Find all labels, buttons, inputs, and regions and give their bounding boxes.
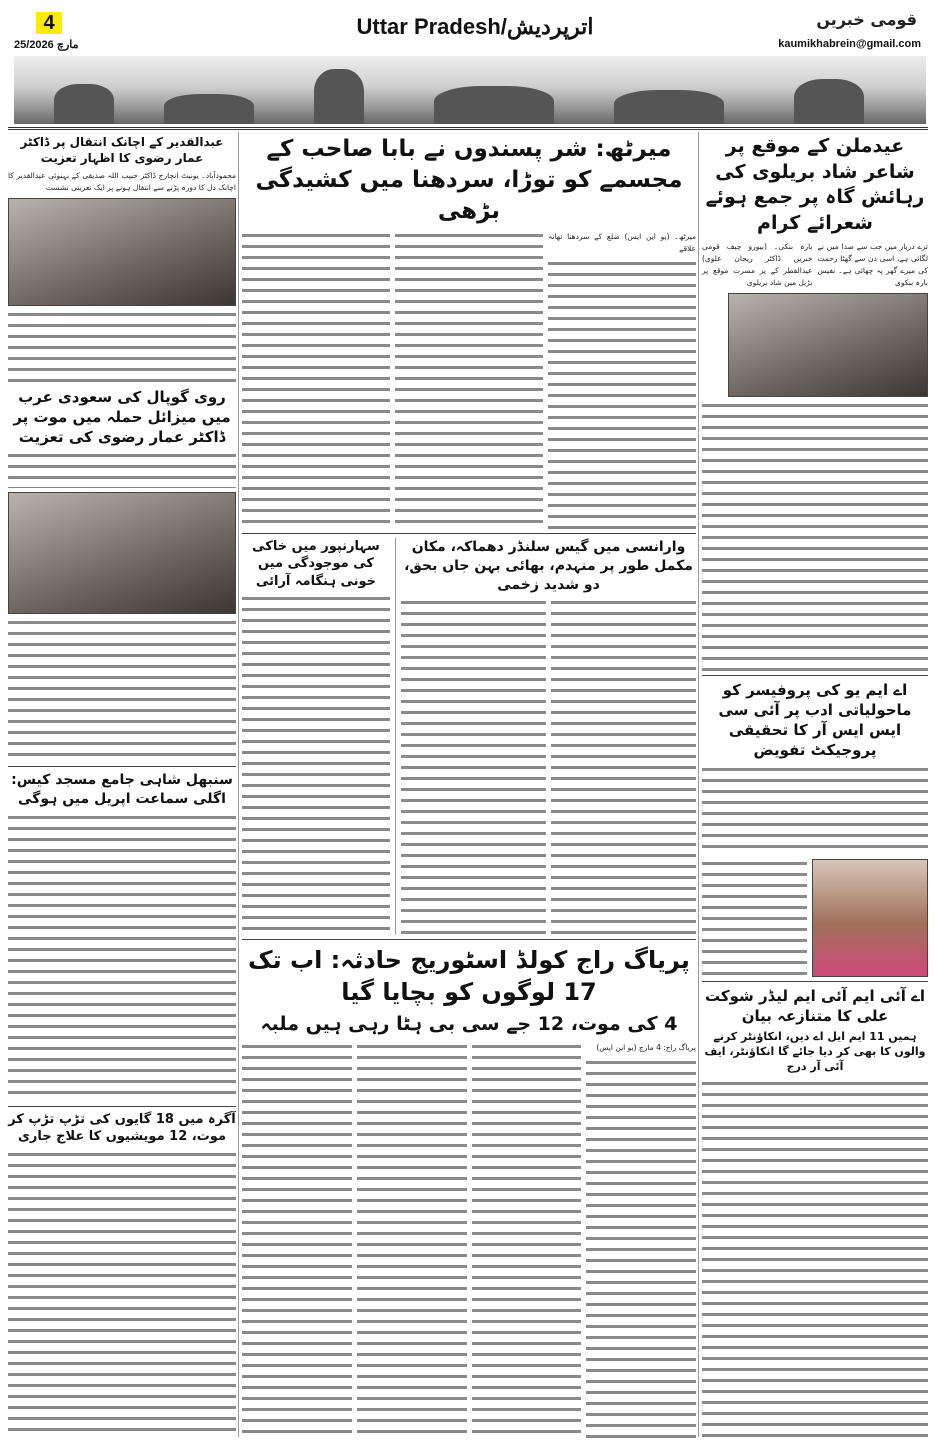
eid-milan-lead: بارہ بنکی۔ (بیورو چیف قومی خبریں ڈاکٹر ریحان علوی) عیدالفطر کے پر مسرت موقع پر بڑیل میں شاد بریلوی: [702, 241, 813, 287]
monuments-banner-image: [14, 56, 926, 124]
aimim-subheadline: ہمیں 11 ایم ایل اے دیں، انکاؤنٹر کرنے والوں کا بھی کر دیا جائے گا انکاؤنٹر، ایف آئی آر درج: [704, 1030, 926, 1073]
sambhal-headline: سنبھل شاہی جامع مسجد کیس: اگلی سماعت اپریل میں ہوگی: [11, 772, 233, 807]
prayagraj-body: [357, 1042, 467, 1439]
meerut-lead: میرٹھ۔ (یو این ایس) ضلع کے سردھنا تھانہ علاقے: [548, 232, 696, 254]
issue-date: 25/مارچ 2026: [14, 39, 79, 51]
agra-body: [8, 1150, 236, 1439]
ravi-gopal-body-cont: [8, 618, 236, 763]
prayagraj-body: [472, 1042, 582, 1439]
meerut-body: [548, 259, 696, 529]
amu-body: [702, 765, 928, 855]
right-column: [702, 134, 928, 1439]
condolence-meeting-photo: [8, 198, 236, 306]
column-divider: [395, 538, 396, 935]
divider: [8, 766, 236, 767]
amu-headline: اے ایم یو کی پروفیسر کو ماحولیاتی ادب پر آئی سی ایس ایس آر کا تحقیقی پروجیکٹ تفویض: [718, 680, 912, 760]
ravi-gopal-headline: روی گوپال کی سعودی عرب میں میزائل حملہ میں موت پر ڈاکٹر عمار رضوی کی تعزیت: [13, 387, 231, 447]
divider: [702, 981, 928, 982]
eid-milan-body: [702, 401, 928, 671]
condolence-body: [8, 310, 236, 382]
agra-headline: آگرہ میں 18 گایوں کی تڑپ تڑپ کر موت، 12 مویشیوں کا علاج جاری: [8, 1111, 236, 1145]
aimim-headline: اے آئی ایم آئی ایم لیڈر شوکت علی کا متنازعہ بیان: [704, 986, 926, 1026]
prayagraj-lead: پریاگ راج: 4 مارچ (یو این ایس): [596, 1043, 696, 1053]
eid-milan-headline: عیدملن کے موقع پر شاعر شاد بریلوی کی رہائش گاہ پر جمع ہوئے شعرائے کرام: [705, 135, 925, 234]
column-divider: [698, 132, 699, 1437]
divider: [702, 675, 928, 676]
prayagraj-subheadline: 4 کی موت، 12 جے سی بی ہٹا رہی ہیں ملبہ: [260, 1013, 678, 1036]
divider: [8, 1106, 236, 1107]
varanasi-headline: وارانسی میں گیس سلنڈر دھماکہ، مکان مکمل طور پر منہدم، بھائی بہن جاں بحق، دو شدید زخمی: [404, 538, 693, 593]
ravi-gopal-body: [8, 451, 236, 487]
column-divider: [238, 132, 239, 1437]
varanasi-body: [401, 598, 546, 934]
poets-group-photo: [728, 293, 928, 397]
divider: [8, 127, 928, 130]
center-column: [242, 134, 696, 1439]
condolence-headline: عبدالقدیر کے اچانک انتقال پر ڈاکٹر عمار رضوی کا اظہار تعزیت: [20, 135, 224, 166]
section-title: Uttar Pradesh/اترپردیش: [356, 14, 594, 39]
amu-body-cont: [702, 859, 807, 977]
meerut-body: [242, 231, 390, 529]
divider: [242, 533, 696, 534]
family-visit-photo: [8, 492, 236, 614]
page-number: 4: [36, 12, 62, 34]
condolence-lead: محمودآباد۔ یونیٹ انچارج ڈاکٹر حبیب اللہ صدیقی کے بہنوئی عبدالقدیر کا اچانک دل کا دورہ پڑنے سے انتقال ہونے پر ایک تعزیتی نشست: [8, 171, 236, 193]
sambhal-body: [8, 813, 236, 1102]
left-column: [8, 134, 236, 1439]
newspaper-logo: قومی خبریں: [816, 10, 917, 29]
aimim-body: [702, 1079, 928, 1439]
eid-milan-verse: ترے دربار میں جب سے صدا میں نے لگائی ہے، اسی دن سے گھٹا رحمت کی میرے گھر پہ چھائی ہے۔ نفیس بارہ بنکوی: [817, 241, 928, 287]
divider: [242, 939, 696, 940]
prayagraj-body: [242, 1042, 352, 1439]
saharanpur-headline: سہارنپور میں خاکی کی موجودگی میں خونی ہنگامہ آرائی: [252, 538, 380, 589]
professor-photo: [812, 859, 928, 977]
saharanpur-body: [242, 594, 390, 934]
prayagraj-headline: پریاگ راج کولڈ اسٹوریج حادثہ: اب تک 17 لوگوں کو بچایا گیا: [248, 945, 690, 1007]
meerut-body: [395, 231, 543, 529]
contact-email[interactable]: kaumikhabrein@gmail.com: [778, 38, 921, 50]
meerut-headline: میرٹھ: شر پسندوں نے بابا صاحب کے مجسمے کو توڑا، سردھنا میں کشیدگی بڑھی: [255, 136, 683, 225]
varanasi-body: [551, 598, 696, 934]
prayagraj-body: [586, 1058, 696, 1439]
